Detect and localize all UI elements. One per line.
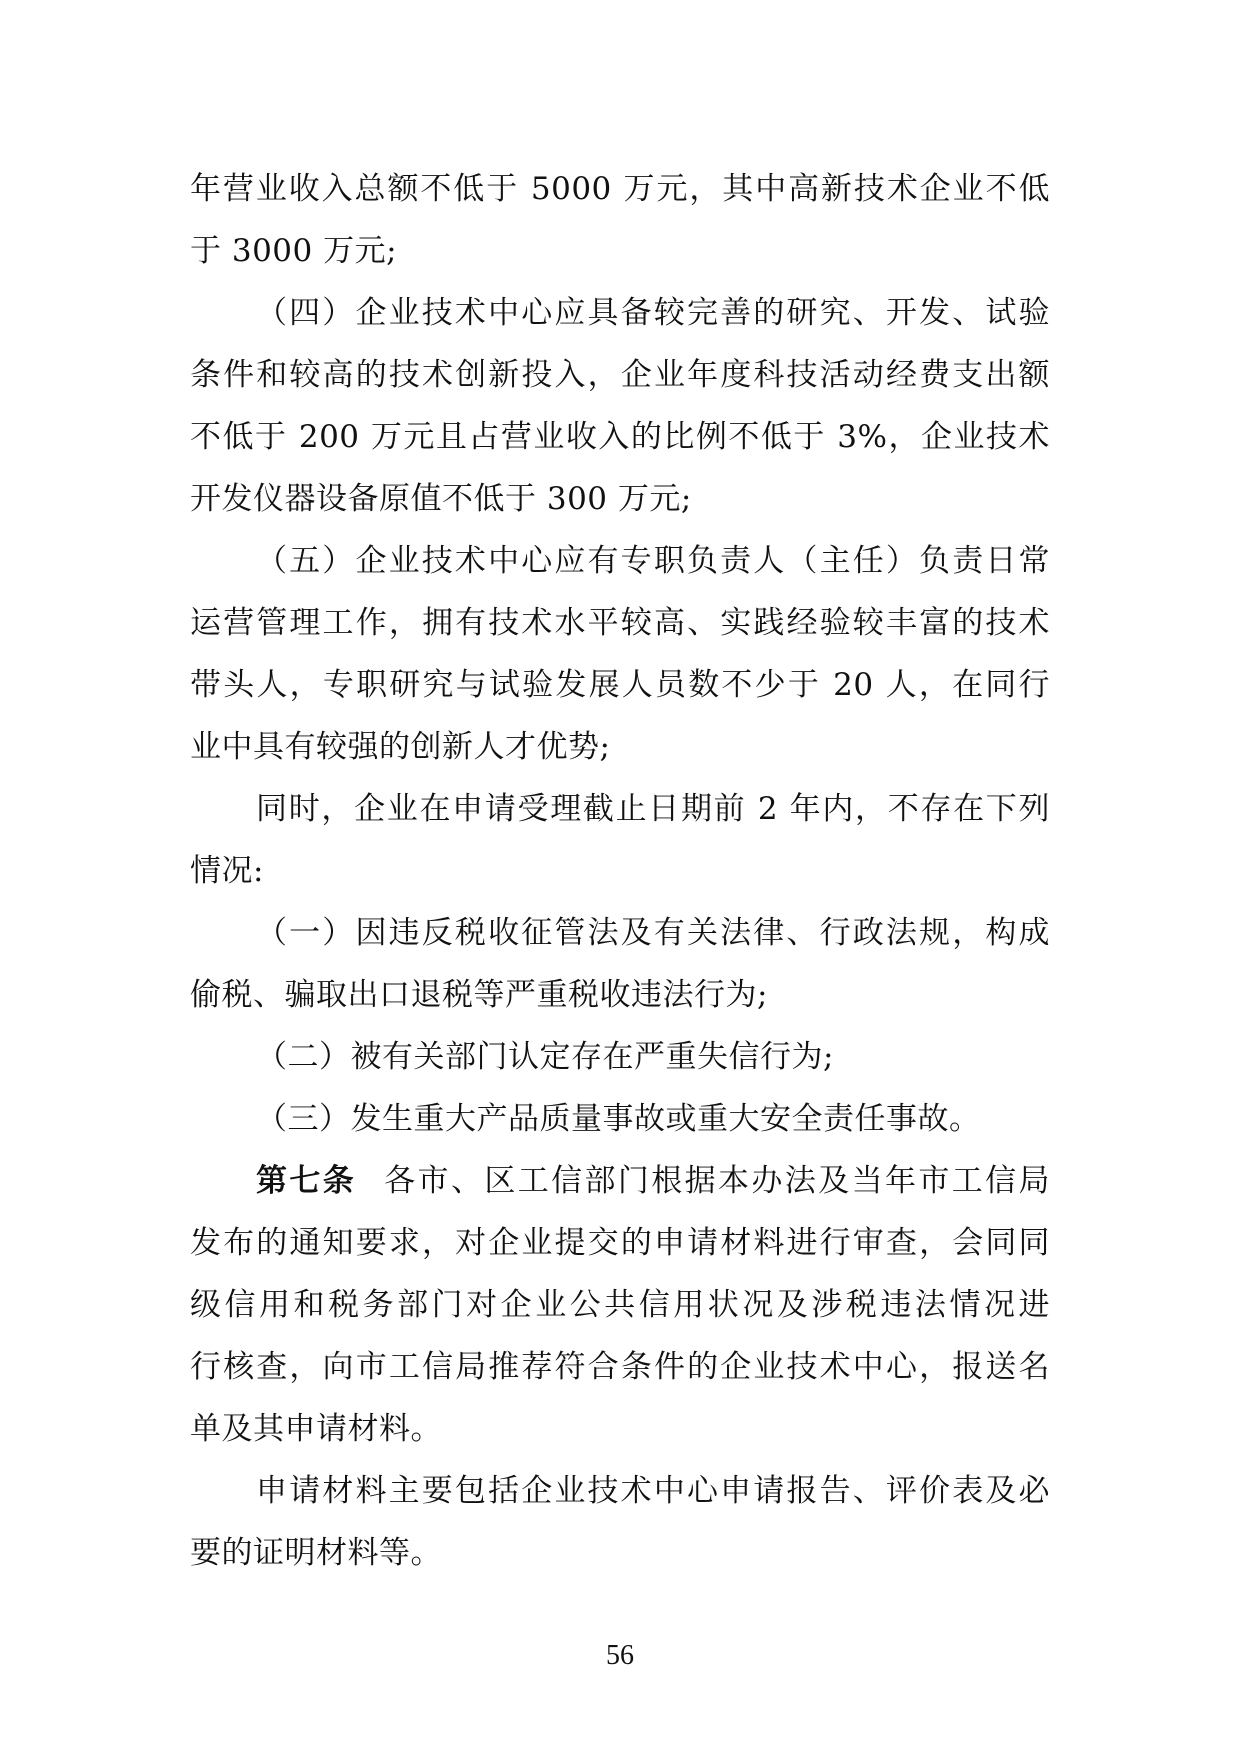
text-line [190, 344, 1050, 406]
text-line [190, 716, 1050, 778]
line-text: 行核查，向市工信局推荐符合条件的企业技术中心，报送名 [190, 1349, 1050, 1385]
text-line [190, 778, 1050, 840]
text-line [190, 1212, 1050, 1274]
line-text: 条件和较高的技术创新投入，企业年度科技活动经费支出额 [190, 357, 1050, 393]
line-text: 级信用和税务部门对企业公共信用状况及涉税违法情况进 [190, 1287, 1050, 1323]
text-line [190, 1398, 1050, 1460]
text-line [190, 282, 1050, 344]
text-line [190, 530, 1050, 592]
article-heading: 第七条 [256, 1163, 357, 1199]
text-line [190, 468, 1050, 530]
text-line [190, 1522, 1050, 1584]
line-text: 单及其申请材料。 [190, 1411, 442, 1447]
text-line [190, 592, 1050, 654]
line-text: 同时，企业在申请受理截止日期前 2 年内，不存在下列 [256, 791, 1050, 827]
line-text: （三）发生重大产品质量事故或重大安全责任事故。 [256, 1101, 981, 1137]
line-text: 要的证明材料等。 [190, 1535, 442, 1571]
text-line [190, 158, 1050, 220]
line-text: （一）因违反税收征管法及有关法律、行政法规，构成 [256, 915, 1050, 951]
line-text: 不低于 200 万元且占营业收入的比例不低于 3%，企业技术 [190, 419, 1050, 455]
text-line [190, 406, 1050, 468]
line-text: 于 3000 万元; [190, 233, 398, 269]
text-line [190, 1088, 1050, 1150]
text-line [190, 1026, 1050, 1088]
line-text: 业中具有较强的创新人才优势; [190, 729, 611, 765]
text-line [190, 1460, 1050, 1522]
text-line [190, 1336, 1050, 1398]
text-line [190, 964, 1050, 1026]
page-number: 56 [606, 1640, 634, 1671]
line-text: （二）被有关部门认定存在严重失信行为; [256, 1039, 834, 1075]
text-line [190, 840, 1050, 902]
line-text: 年营业收入总额不低于 5000 万元，其中高新技术企业不低 [190, 171, 1050, 207]
text-line [190, 902, 1050, 964]
line-text: 运营管理工作，拥有技术水平较高、实践经验较丰富的技术 [190, 605, 1050, 641]
line-text: 偷税、骗取出口退税等严重税收违法行为; [190, 977, 768, 1013]
text-line [190, 1150, 1050, 1212]
line-text: （四）企业技术中心应具备较完善的研究、开发、试验 [256, 295, 1050, 331]
line-text: 申请材料主要包括企业技术中心申请报告、评价表及必 [256, 1473, 1050, 1509]
text-line [190, 654, 1050, 716]
line-text: 情况: [190, 853, 264, 889]
line-text: （五）企业技术中心应有专职负责人（主任）负责日常 [256, 543, 1050, 579]
text-line [190, 220, 1050, 282]
line-text: 各市、区工信部门根据本办法及当年市工信局 [384, 1163, 1051, 1199]
document-body [190, 158, 1050, 1584]
line-text: 发布的通知要求，对企业提交的申请材料进行审查，会同同 [190, 1225, 1050, 1261]
line-text: 带头人，专职研究与试验发展人员数不少于 20 人，在同行 [190, 667, 1050, 703]
text-line [190, 1274, 1050, 1336]
line-text: 开发仪器设备原值不低于 300 万元; [190, 481, 692, 517]
